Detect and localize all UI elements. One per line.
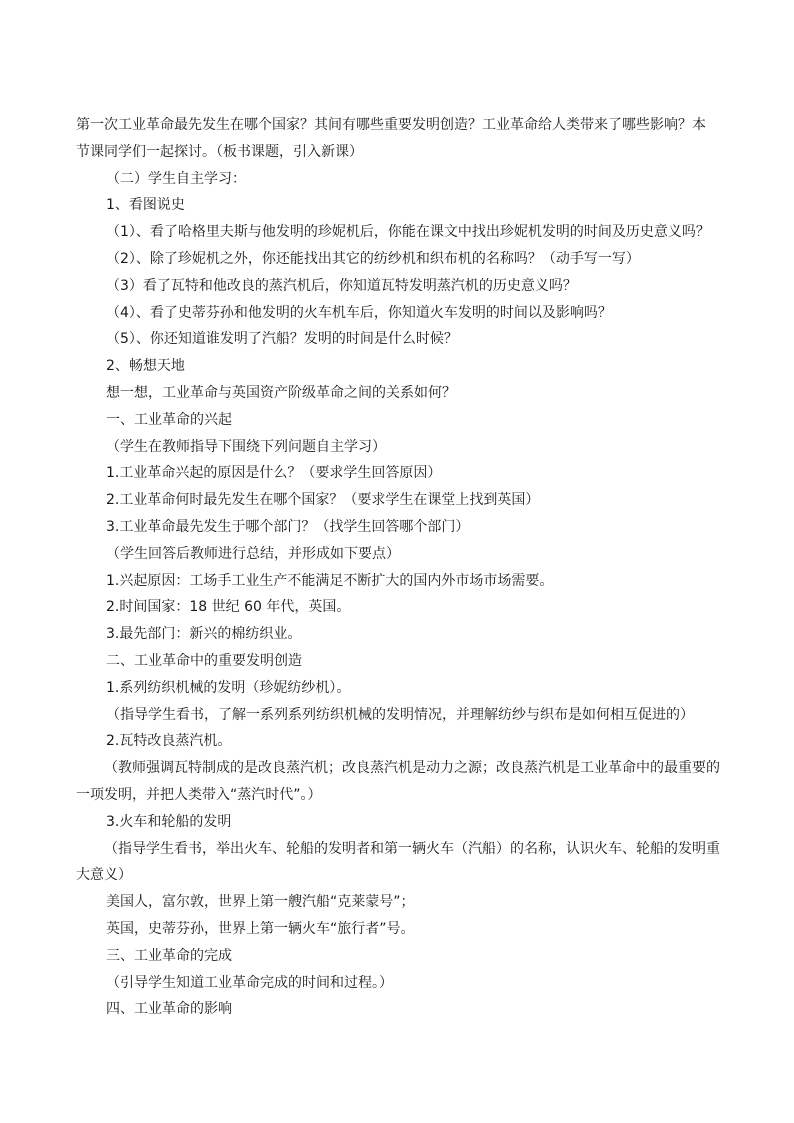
part1-point-3: 3.最先部门：新兴的棉纺织业。: [106, 626, 302, 643]
part2-fact-2: 英国，史蒂芬孙，世界上第一辆火车“旅行者”号。: [106, 920, 415, 937]
part1-question-3: 3.工业革命最先发生于哪个部门？（找学生回答哪个部门）: [106, 518, 470, 535]
part1-instruction: （学生在教师指导下围绕下列问题自主学习）: [106, 438, 386, 455]
part2-item-1-note: （指导学生看书，了解一系列系列纺织机械的发明情况，并理解纺纱与织布是如何相互促进的）: [106, 706, 694, 723]
question-3: （3）看了瓦特和他改良的蒸汽机后，你知道瓦特发明蒸汽机的历史意义吗？: [106, 277, 577, 294]
item-imagine: 2、畅想天地: [106, 358, 185, 375]
part2-heading: 二、工业革命中的重要发明创造: [106, 652, 302, 669]
question-5: （5）、你还知道谁发明了汽船？发明的时间是什么时候？: [106, 331, 458, 348]
part2-item-2-note: [76, 755, 724, 809]
part1-question-2: 2.工业革命何时最先发生在哪个国家？（要求学生在课堂上找到英国）: [106, 492, 540, 509]
part2-item-3: 3.火车和轮船的发明: [106, 813, 232, 830]
part4-heading: 四、工业革命的影响: [106, 1001, 232, 1018]
question-2: （2）、除了珍妮机之外，你还能找出其它的纺纱机和织布机的名称吗？（动手写一写）: [106, 250, 640, 267]
part3-note: （引导学生知道工业革命完成的时间和过程。）: [106, 974, 393, 991]
part2-fact-1: 美国人，富尔敦，世界上第一艘汽船“克莱蒙号”；: [106, 894, 415, 911]
section-self-study-heading: （二）学生自主学习：: [106, 170, 246, 187]
intro-line-2: 节课同学们一起探讨。（板书课题，引入新课）: [76, 143, 363, 160]
part1-summary-note: （学生回答后教师进行总结，并形成如下要点）: [106, 545, 400, 562]
part3-heading: 三、工业革命的完成: [106, 947, 232, 964]
document-body: [76, 112, 724, 1023]
part2-item-2-note-line-2: 一项发明，并把人类带入“蒸汽时代”。）: [76, 786, 322, 803]
intro-line-1: 第一次工业革命最先发生在哪个国家？其间有哪些重要发明创造？工业革命给人类带来了哪些影响？本: [76, 117, 706, 133]
part1-question-1: 1.工业革命兴起的原因是什么？（要求学生回答原因）: [106, 465, 442, 482]
imagine-question: 想一想，工业革命与英国资产阶级革命之间的关系如何？: [106, 384, 456, 401]
part2-item-3-note-line-2: 大意义）: [76, 867, 132, 884]
item-look-pictures: 1、看图说史: [106, 197, 185, 214]
part2-item-1: 1.系列纺织机械的发明（珍妮纺纱机）。: [106, 679, 351, 696]
part1-point-1: 1.兴起原因：工场手工业生产不能满足不断扩大的国内外市场市场需要。: [106, 572, 554, 589]
part2-item-3-note-line-1: （指导学生看书，举出火车、轮船的发明者和第一辆火车（汽船）的名称，认识火车、轮船的发明重: [104, 840, 720, 857]
part1-point-2: 2.时间国家：18 世纪 60 年代，英国。: [106, 599, 351, 616]
part2-item-2-note-line-1: （教师强调瓦特制成的是改良蒸汽机；改良蒸汽机是动力之源；改良蒸汽机是工业革命中的最重要的: [104, 760, 720, 777]
part1-heading: 一、工业革命的兴起: [106, 411, 232, 428]
part2-item-2: 2.瓦特改良蒸汽机。: [106, 733, 232, 750]
part2-item-3-note: [76, 836, 724, 890]
question-4: （4）、看了史蒂芬孙和他发明的火车机车后，你知道火车发明的时间以及影响吗？: [106, 304, 612, 321]
question-1: （1）、看了哈格里夫斯与他发明的珍妮机后，你能在课文中找出珍妮机发明的时间及历史意义吗？: [106, 224, 710, 241]
